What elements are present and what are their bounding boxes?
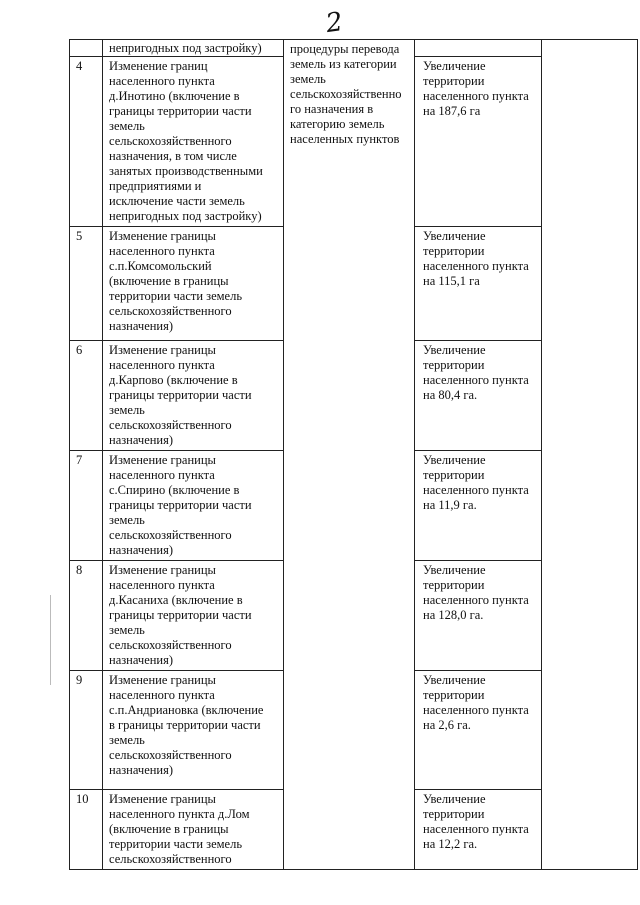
description-line: Изменение границы bbox=[109, 673, 216, 687]
description-line: населенного пункта bbox=[109, 244, 215, 258]
description-line: назначения) bbox=[109, 763, 174, 777]
description-line: Изменение границы bbox=[109, 453, 216, 467]
result-line: Увеличение bbox=[423, 673, 486, 687]
result-line: на 2,6 га. bbox=[423, 718, 471, 732]
description-line: сельскохозяйственного bbox=[109, 748, 232, 762]
description-line: непригодных под застройку) bbox=[109, 41, 262, 55]
description-line: исключение части земель bbox=[109, 194, 245, 208]
row-number-cell: 9 bbox=[70, 671, 103, 790]
result-line: Увеличение bbox=[423, 563, 486, 577]
basis-line: населенных пунктов bbox=[290, 132, 400, 146]
result-line: территории bbox=[423, 244, 485, 258]
result-line: населенного пункта bbox=[423, 703, 529, 717]
description-line: предприятиями и bbox=[109, 179, 202, 193]
result-line: территории bbox=[423, 358, 485, 372]
description-cell bbox=[103, 40, 284, 57]
result-cell bbox=[415, 341, 542, 451]
result-line: на 12,2 га. bbox=[423, 837, 478, 851]
basis-line: го назначения в bbox=[290, 102, 374, 116]
description-cell bbox=[103, 790, 284, 870]
result-cell bbox=[415, 227, 542, 341]
description-line: сельскохозяйственного bbox=[109, 304, 232, 318]
basis-cell bbox=[284, 40, 415, 870]
description-line: границы территории части bbox=[109, 388, 252, 402]
result-line: Увеличение bbox=[423, 792, 486, 806]
description-line: земель bbox=[109, 119, 145, 133]
result-cell bbox=[415, 451, 542, 561]
basis-line: земель bbox=[290, 72, 326, 86]
result-line: на 11,9 га. bbox=[423, 498, 477, 512]
basis-line: сельскохозяйственно bbox=[290, 87, 402, 101]
result-line: населенного пункта bbox=[423, 483, 529, 497]
result-line: населенного пункта bbox=[423, 593, 529, 607]
row-number-cell: 6 bbox=[70, 341, 103, 451]
result-line: территории bbox=[423, 74, 485, 88]
result-line: населенного пункта bbox=[423, 822, 529, 836]
row-number-cell: 7 bbox=[70, 451, 103, 561]
result-cell bbox=[415, 671, 542, 790]
description-line: д.Карпово (включение в bbox=[109, 373, 238, 387]
page-number: 2 bbox=[323, 6, 345, 40]
description-cell bbox=[103, 451, 284, 561]
result-line: населенного пункта bbox=[423, 259, 529, 273]
result-line: Увеличение bbox=[423, 229, 486, 243]
description-line: с.п.Комсомольский bbox=[109, 259, 212, 273]
description-line: земель bbox=[109, 513, 145, 527]
description-line: земель bbox=[109, 403, 145, 417]
description-line: границы территории части bbox=[109, 608, 252, 622]
description-line: Изменение границы bbox=[109, 229, 216, 243]
description-line: в границы территории части bbox=[109, 718, 261, 732]
description-line: назначения) bbox=[109, 319, 174, 333]
result-line: территории bbox=[423, 468, 485, 482]
table-row-continued bbox=[70, 40, 638, 57]
result-cell bbox=[415, 561, 542, 671]
description-line: сельскохозяйственного bbox=[109, 134, 232, 148]
description-line: сельскохозяйственного bbox=[109, 638, 232, 652]
description-cell bbox=[103, 341, 284, 451]
basis-line: процедуры перевода bbox=[290, 42, 400, 56]
result-line: территории bbox=[423, 688, 485, 702]
description-line: назначения) bbox=[109, 653, 174, 667]
description-line: сельскохозяйственного bbox=[109, 528, 232, 542]
extra-cell bbox=[542, 40, 638, 870]
description-line: д.Касаниха (включение в bbox=[109, 593, 243, 607]
description-line: сельскохозяйственного bbox=[109, 418, 232, 432]
description-line: Изменение границы bbox=[109, 343, 216, 357]
result-line: Увеличение bbox=[423, 453, 486, 467]
result-line: Увеличение bbox=[423, 343, 486, 357]
table-body bbox=[70, 40, 638, 870]
description-cell bbox=[103, 671, 284, 790]
row-number-cell bbox=[70, 40, 103, 57]
row-number-cell: 10 bbox=[70, 790, 103, 870]
description-cell bbox=[103, 57, 284, 227]
result-line: Увеличение bbox=[423, 59, 486, 73]
description-line: назначения) bbox=[109, 433, 174, 447]
description-line: границы территории части bbox=[109, 498, 252, 512]
description-line: непригодных под застройку) bbox=[109, 209, 262, 223]
description-line: занятых производственными bbox=[109, 164, 263, 178]
result-cell bbox=[415, 57, 542, 227]
description-line: (включение в границы bbox=[109, 822, 229, 836]
description-line: населенного пункта bbox=[109, 468, 215, 482]
description-line: населенного пункта bbox=[109, 74, 215, 88]
description-line: сельскохозяйственного bbox=[109, 852, 232, 866]
description-line: (включение в границы bbox=[109, 274, 229, 288]
description-line: с.п.Андриановка (включение bbox=[109, 703, 264, 717]
result-line: населенного пункта bbox=[423, 89, 529, 103]
description-line: назначения, в том числе bbox=[109, 149, 237, 163]
description-line: территории части земель bbox=[109, 837, 243, 851]
row-number-cell: 8 bbox=[70, 561, 103, 671]
description-cell bbox=[103, 561, 284, 671]
basis-line: земель из категории bbox=[290, 57, 397, 71]
row-number-cell: 4 bbox=[70, 57, 103, 227]
description-line: земель bbox=[109, 733, 145, 747]
description-line: населенного пункта bbox=[109, 688, 215, 702]
description-line: земель bbox=[109, 623, 145, 637]
basis-line: категорию земель bbox=[290, 117, 385, 131]
description-line: Изменение границы bbox=[109, 563, 216, 577]
result-cell bbox=[415, 40, 542, 57]
description-line: населенного пункта bbox=[109, 578, 215, 592]
result-line: территории bbox=[423, 578, 485, 592]
description-line: территории части земель bbox=[109, 289, 243, 303]
description-line: назначения) bbox=[109, 543, 174, 557]
scan-artifact-line bbox=[50, 595, 51, 685]
row-number-cell: 5 bbox=[70, 227, 103, 341]
description-line: Изменение границы bbox=[109, 792, 216, 806]
result-line: населенного пункта bbox=[423, 373, 529, 387]
result-line: на 115,1 га bbox=[423, 274, 480, 288]
result-line: на 80,4 га. bbox=[423, 388, 478, 402]
description-line: Изменение границ bbox=[109, 59, 208, 73]
result-line: на 187,6 га bbox=[423, 104, 481, 118]
result-cell bbox=[415, 790, 542, 870]
result-line: территории bbox=[423, 807, 485, 821]
description-cell bbox=[103, 227, 284, 341]
description-line: населенного пункта д.Лом bbox=[109, 807, 250, 821]
description-line: с.Спирино (включение в bbox=[109, 483, 240, 497]
land-changes-table bbox=[69, 39, 638, 870]
result-line: на 128,0 га. bbox=[423, 608, 484, 622]
description-line: границы территории части bbox=[109, 104, 252, 118]
description-line: населенного пункта bbox=[109, 358, 215, 372]
description-line: д.Инотино (включение в bbox=[109, 89, 240, 103]
